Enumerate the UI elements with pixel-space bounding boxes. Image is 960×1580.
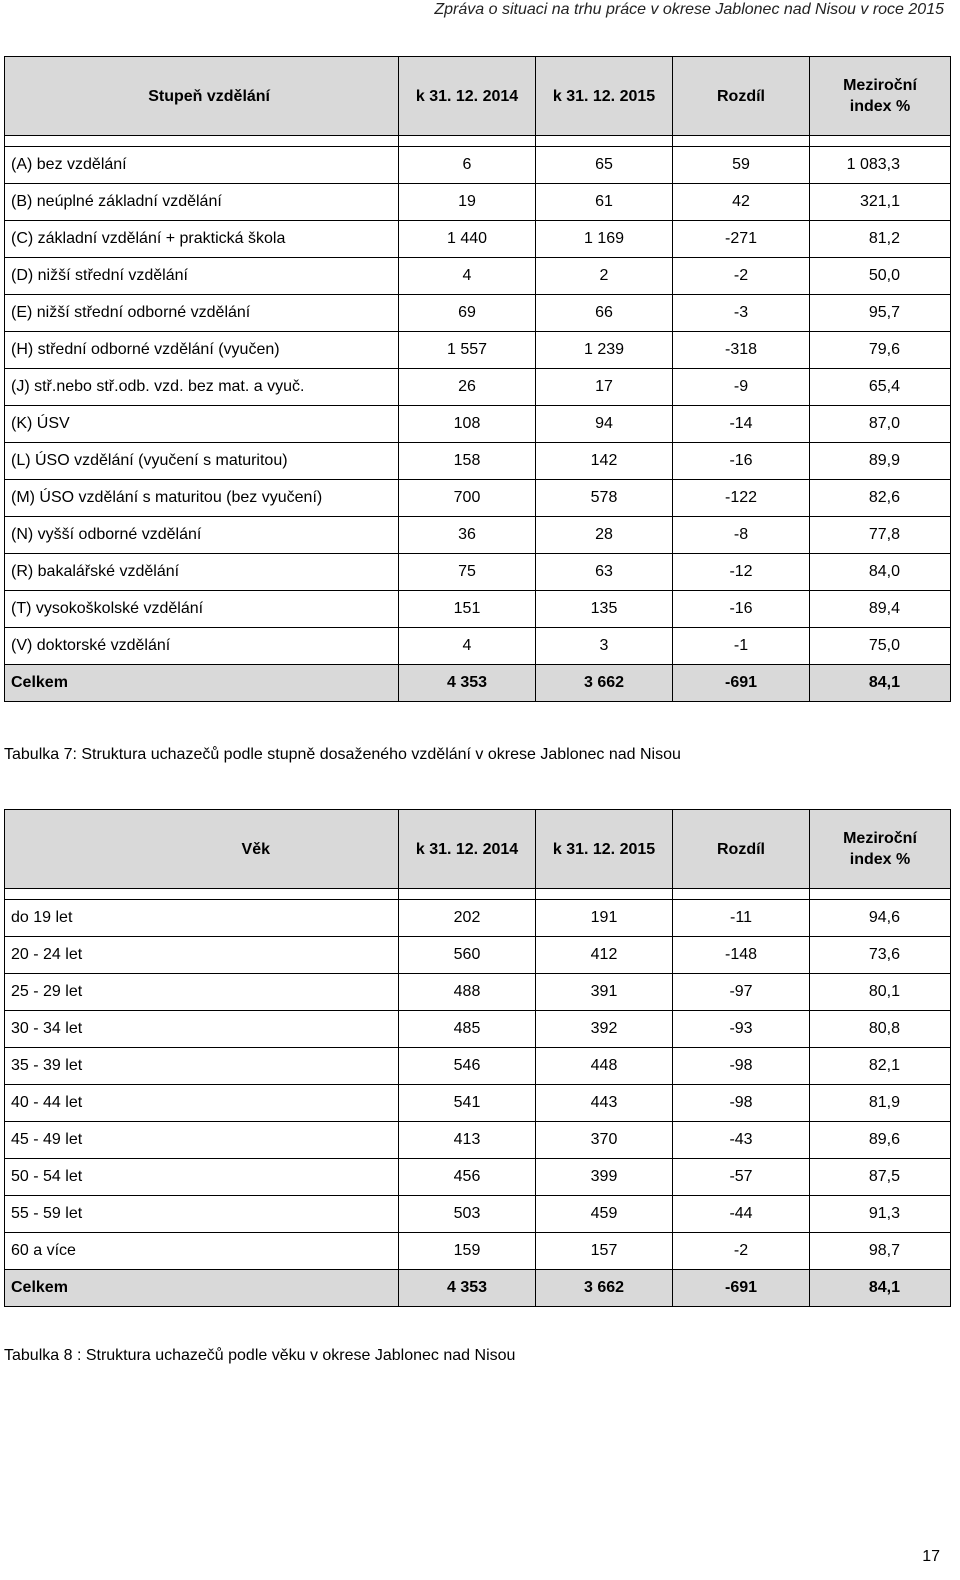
cell-difference: -44 [673,1196,810,1233]
table-row [5,1196,951,1233]
table-row [5,1085,951,1122]
cell-2014: 560 [399,937,536,974]
column-header-2015: k 31. 12. 2015 [536,57,673,136]
cell-difference: -8 [673,517,810,554]
cell-difference: -12 [673,554,810,591]
cell-label: 25 - 29 let [5,974,399,1011]
spacer-cell [5,136,399,147]
cell-2015: 3 662 [536,1270,673,1307]
cell-2015: 3 [536,628,673,665]
spacer-cell [810,889,951,900]
cell-2015: 370 [536,1122,673,1159]
cell-difference: -16 [673,443,810,480]
cell-2014: 69 [399,295,536,332]
spacer-row [5,136,951,147]
cell-2015: 94 [536,406,673,443]
table-header-row [5,810,951,889]
cell-2014: 202 [399,900,536,937]
cell-difference: -691 [673,1270,810,1307]
age-table [4,809,951,1307]
cell-index: 77,8 [810,517,951,554]
cell-label: do 19 let [5,900,399,937]
table-row [5,258,951,295]
cell-2015: 61 [536,184,673,221]
table-row [5,480,951,517]
spacer-cell [810,136,951,147]
cell-2015: 28 [536,517,673,554]
table-row [5,147,951,184]
cell-difference: -11 [673,900,810,937]
cell-2015: 142 [536,443,673,480]
cell-2015: 2 [536,258,673,295]
spacer-cell [399,889,536,900]
cell-2015: 448 [536,1048,673,1085]
spacer-row [5,889,951,900]
cell-index: 50,0 [810,258,951,295]
cell-difference: -3 [673,295,810,332]
cell-label: 50 - 54 let [5,1159,399,1196]
cell-index: 75,0 [810,628,951,665]
cell-label: (D) nižší střední vzdělání [5,258,399,295]
total-row [5,665,951,702]
spacer-cell [399,136,536,147]
cell-2015: 459 [536,1196,673,1233]
cell-label: (J) stř.nebo stř.odb. vzd. bez mat. a vyuč. [5,369,399,406]
cell-2014: 413 [399,1122,536,1159]
cell-index: 87,5 [810,1159,951,1196]
cell-label: 45 - 49 let [5,1122,399,1159]
cell-label: (B) neúplné základní vzdělání [5,184,399,221]
cell-difference: -2 [673,258,810,295]
cell-index: 84,1 [810,1270,951,1307]
table-row [5,295,951,332]
cell-index: 84,1 [810,665,951,702]
cell-2015: 3 662 [536,665,673,702]
table-row [5,332,951,369]
cell-2014: 26 [399,369,536,406]
cell-label: (E) nižší střední odborné vzdělání [5,295,399,332]
cell-2015: 392 [536,1011,673,1048]
column-header-2014: k 31. 12. 2014 [399,57,536,136]
cell-index: 91,3 [810,1196,951,1233]
table-row [5,554,951,591]
cell-index: 89,6 [810,1122,951,1159]
cell-difference: 42 [673,184,810,221]
table-row [5,1011,951,1048]
cell-2014: 6 [399,147,536,184]
cell-2014: 1 440 [399,221,536,258]
cell-difference: -97 [673,974,810,1011]
column-header-index-line2: index % [849,98,911,115]
cell-label: 55 - 59 let [5,1196,399,1233]
spacer-cell [5,889,399,900]
cell-2014: 485 [399,1011,536,1048]
cell-difference: -691 [673,665,810,702]
cell-difference: -57 [673,1159,810,1196]
cell-2014: 151 [399,591,536,628]
column-header-difference: Rozdíl [673,57,810,136]
cell-difference: -93 [673,1011,810,1048]
cell-index: 89,9 [810,443,951,480]
cell-difference: 59 [673,147,810,184]
table-row [5,184,951,221]
cell-2015: 157 [536,1233,673,1270]
cell-2014: 4 353 [399,665,536,702]
cell-index: 1 083,3 [810,147,951,184]
table-row [5,591,951,628]
cell-index: 81,2 [810,221,951,258]
cell-label: Celkem [5,665,399,702]
cell-label: 60 a více [5,1233,399,1270]
cell-label: 35 - 39 let [5,1048,399,1085]
spacer-cell [536,136,673,147]
cell-2014: 503 [399,1196,536,1233]
cell-index: 84,0 [810,554,951,591]
cell-difference: -16 [673,591,810,628]
cell-index: 95,7 [810,295,951,332]
spacer-cell [536,889,673,900]
cell-label: (H) střední odborné vzdělání (vyučen) [5,332,399,369]
cell-label: (V) doktorské vzdělání [5,628,399,665]
cell-index: 98,7 [810,1233,951,1270]
cell-index: 65,4 [810,369,951,406]
cell-2014: 456 [399,1159,536,1196]
cell-2015: 1 169 [536,221,673,258]
cell-label: Celkem [5,1270,399,1307]
cell-2014: 159 [399,1233,536,1270]
cell-difference: -1 [673,628,810,665]
cell-2014: 108 [399,406,536,443]
cell-2015: 399 [536,1159,673,1196]
cell-difference: -318 [673,332,810,369]
table-row [5,369,951,406]
cell-difference: -43 [673,1122,810,1159]
cell-2015: 66 [536,295,673,332]
table-row [5,517,951,554]
table-row [5,1159,951,1196]
cell-2015: 578 [536,480,673,517]
cell-2015: 17 [536,369,673,406]
column-header-2014: k 31. 12. 2014 [399,810,536,889]
total-row [5,1270,951,1307]
table-row [5,1048,951,1085]
cell-index: 82,6 [810,480,951,517]
table-row [5,443,951,480]
cell-2014: 541 [399,1085,536,1122]
cell-2015: 63 [536,554,673,591]
cell-2014: 4 [399,628,536,665]
cell-2014: 36 [399,517,536,554]
table-row [5,221,951,258]
cell-2014: 4 [399,258,536,295]
cell-2014: 700 [399,480,536,517]
education-table [4,56,951,702]
cell-label: (K) ÚSV [5,406,399,443]
cell-2014: 546 [399,1048,536,1085]
cell-2014: 1 557 [399,332,536,369]
cell-2015: 191 [536,900,673,937]
cell-label: (A) bez vzdělání [5,147,399,184]
cell-difference: -122 [673,480,810,517]
table-row [5,1233,951,1270]
cell-difference: -98 [673,1085,810,1122]
cell-index: 89,4 [810,591,951,628]
cell-2014: 4 353 [399,1270,536,1307]
column-header-2015: k 31. 12. 2015 [536,810,673,889]
column-header-index-line1: Meziroční [843,830,917,847]
cell-label: (N) vyšší odborné vzdělání [5,517,399,554]
table-header-row [5,57,951,136]
table-row [5,937,951,974]
column-header-age: Věk [5,810,399,889]
cell-2015: 443 [536,1085,673,1122]
cell-index: 82,1 [810,1048,951,1085]
column-header-education-level: Stupeň vzdělání [5,57,399,136]
cell-label: (M) ÚSO vzdělání s maturitou (bez vyučení) [5,480,399,517]
table-row [5,974,951,1011]
column-header-index [810,57,951,136]
cell-index: 87,0 [810,406,951,443]
cell-label: (C) základní vzdělání + praktická škola [5,221,399,258]
cell-index: 94,6 [810,900,951,937]
cell-2015: 1 239 [536,332,673,369]
cell-label: (T) vysokoškolské vzdělání [5,591,399,628]
cell-label: 40 - 44 let [5,1085,399,1122]
cell-difference: -148 [673,937,810,974]
cell-index: 79,6 [810,332,951,369]
cell-2015: 412 [536,937,673,974]
cell-2014: 158 [399,443,536,480]
page-number: 17 [922,1548,940,1565]
cell-label: 30 - 34 let [5,1011,399,1048]
cell-index: 81,9 [810,1085,951,1122]
cell-index: 80,8 [810,1011,951,1048]
running-header: Zpráva o situaci na trhu práce v okrese Jablonec nad Nisou v roce 2015 [434,1,944,18]
column-header-index-line1: Meziroční [843,77,917,94]
table-row [5,900,951,937]
column-header-index-line2: index % [849,851,911,868]
cell-2014: 19 [399,184,536,221]
spacer-cell [673,136,810,147]
cell-2015: 135 [536,591,673,628]
cell-difference: -14 [673,406,810,443]
column-header-difference: Rozdíl [673,810,810,889]
table-7-caption: Tabulka 7: Struktura uchazečů podle stupně dosaženého vzdělání v okrese Jablonec nad Nisou [4,746,681,763]
cell-index: 73,6 [810,937,951,974]
cell-2014: 75 [399,554,536,591]
cell-index: 321,1 [810,184,951,221]
cell-index: 80,1 [810,974,951,1011]
cell-2015: 391 [536,974,673,1011]
table-row [5,628,951,665]
column-header-index [810,810,951,889]
cell-label: 20 - 24 let [5,937,399,974]
table-8-caption: Tabulka 8 : Struktura uchazečů podle věku v okrese Jablonec nad Nisou [4,1347,516,1364]
table-row [5,406,951,443]
cell-label: (L) ÚSO vzdělání (vyučení s maturitou) [5,443,399,480]
cell-difference: -271 [673,221,810,258]
cell-2014: 488 [399,974,536,1011]
cell-label: (R) bakalářské vzdělání [5,554,399,591]
cell-difference: -2 [673,1233,810,1270]
cell-difference: -98 [673,1048,810,1085]
table-row [5,1122,951,1159]
cell-difference: -9 [673,369,810,406]
cell-2015: 65 [536,147,673,184]
spacer-cell [673,889,810,900]
